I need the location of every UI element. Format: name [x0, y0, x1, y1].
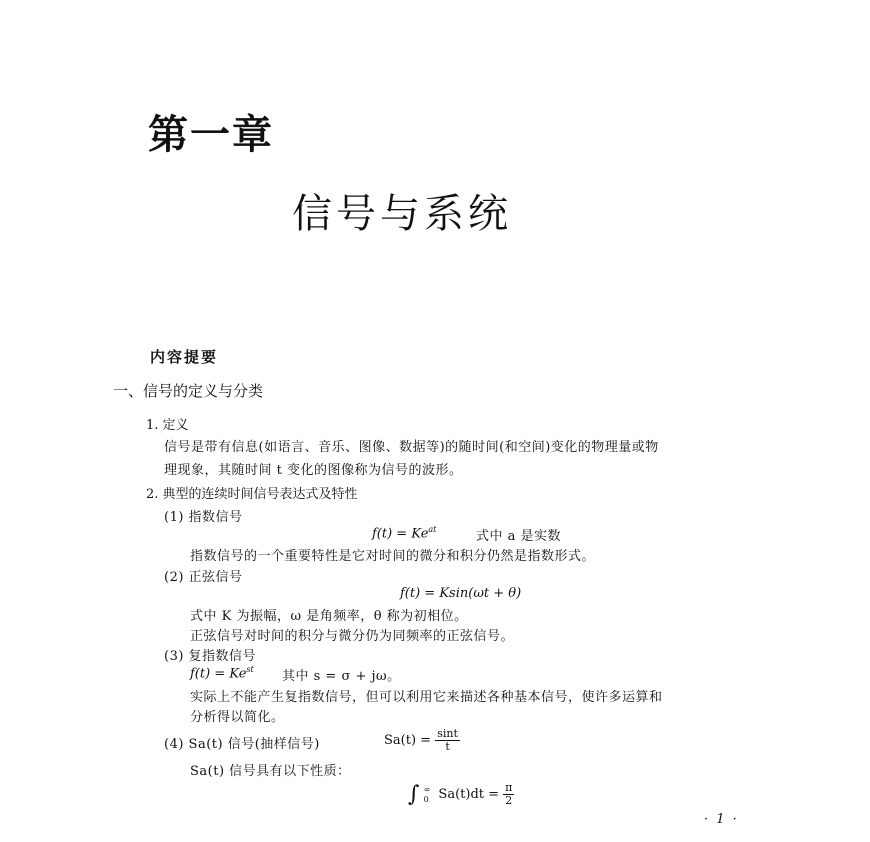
- exp-formula-note: 式中 a 是实数: [476, 529, 562, 544]
- sa-fraction: $\frac{\sin t}{t}$: [437, 727, 458, 753]
- sin-description-2: 正弦信号对时间的积分与微分仍为同频率的正弦信号。: [190, 629, 515, 644]
- definition-line-2: 理现象，其随时间 t 变化的图像称为信号的波形。: [164, 463, 463, 478]
- subsection-definition: 1. 定义: [146, 418, 189, 433]
- sin-formula: f(t) = Ksin(ωt + θ): [400, 586, 522, 601]
- subsection-typical-signals: 2. 典型的连续时间信号表达式及特性: [146, 487, 358, 502]
- sa-integral: ∫ ∞ 0 Sa(t)dt = $\frac{\pi}{2}$: [408, 781, 513, 807]
- cexp-signal-label: (3) 复指数信号: [164, 649, 257, 664]
- summary-heading: 内容提要: [150, 348, 219, 366]
- sin-description-1: 式中 K 为振幅，ω 是角频率，θ 称为初相位。: [190, 609, 468, 624]
- chapter-heading: 第一章: [148, 112, 274, 158]
- integral-fraction: $\frac{\pi}{2}$: [505, 781, 513, 807]
- integral-icon: ∫: [408, 782, 420, 807]
- page-number: · 1 ·: [704, 812, 739, 827]
- sa-formula: Sa(t) = $\frac{\sin t}{t}$: [384, 727, 458, 753]
- exp-description: 指数信号的一个重要特性是它对时间的微分和积分仍然是指数形式。: [190, 549, 596, 564]
- chapter-title: 信号与系统: [292, 191, 512, 237]
- cexp-description-1: 实际上不能产生复指数信号，但可以利用它来描述各种基本信号，使许多运算和: [190, 690, 663, 705]
- cexp-formula-note: 其中 s = σ + jω。: [282, 669, 401, 684]
- exp-formula: $f(t) = Ke^{at}$: [372, 525, 437, 542]
- definition-line-1: 信号是带有信息(如语言、音乐、图像、数据等)的随时间(和空间)变化的物理量或物: [164, 440, 659, 455]
- cexp-description-2: 分析得以简化。: [190, 710, 285, 725]
- sa-description: Sa(t) 信号具有以下性质：: [190, 764, 351, 779]
- section-heading-1: 一、信号的定义与分类: [113, 382, 264, 400]
- cexp-formula: $f(t) = Ke^{st}$: [190, 665, 254, 682]
- sa-signal-label: (4) Sa(t) 信号(抽样信号): [164, 737, 320, 752]
- sin-signal-label: (2) 正弦信号: [164, 570, 243, 585]
- exp-signal-label: (1) 指数信号: [164, 510, 243, 525]
